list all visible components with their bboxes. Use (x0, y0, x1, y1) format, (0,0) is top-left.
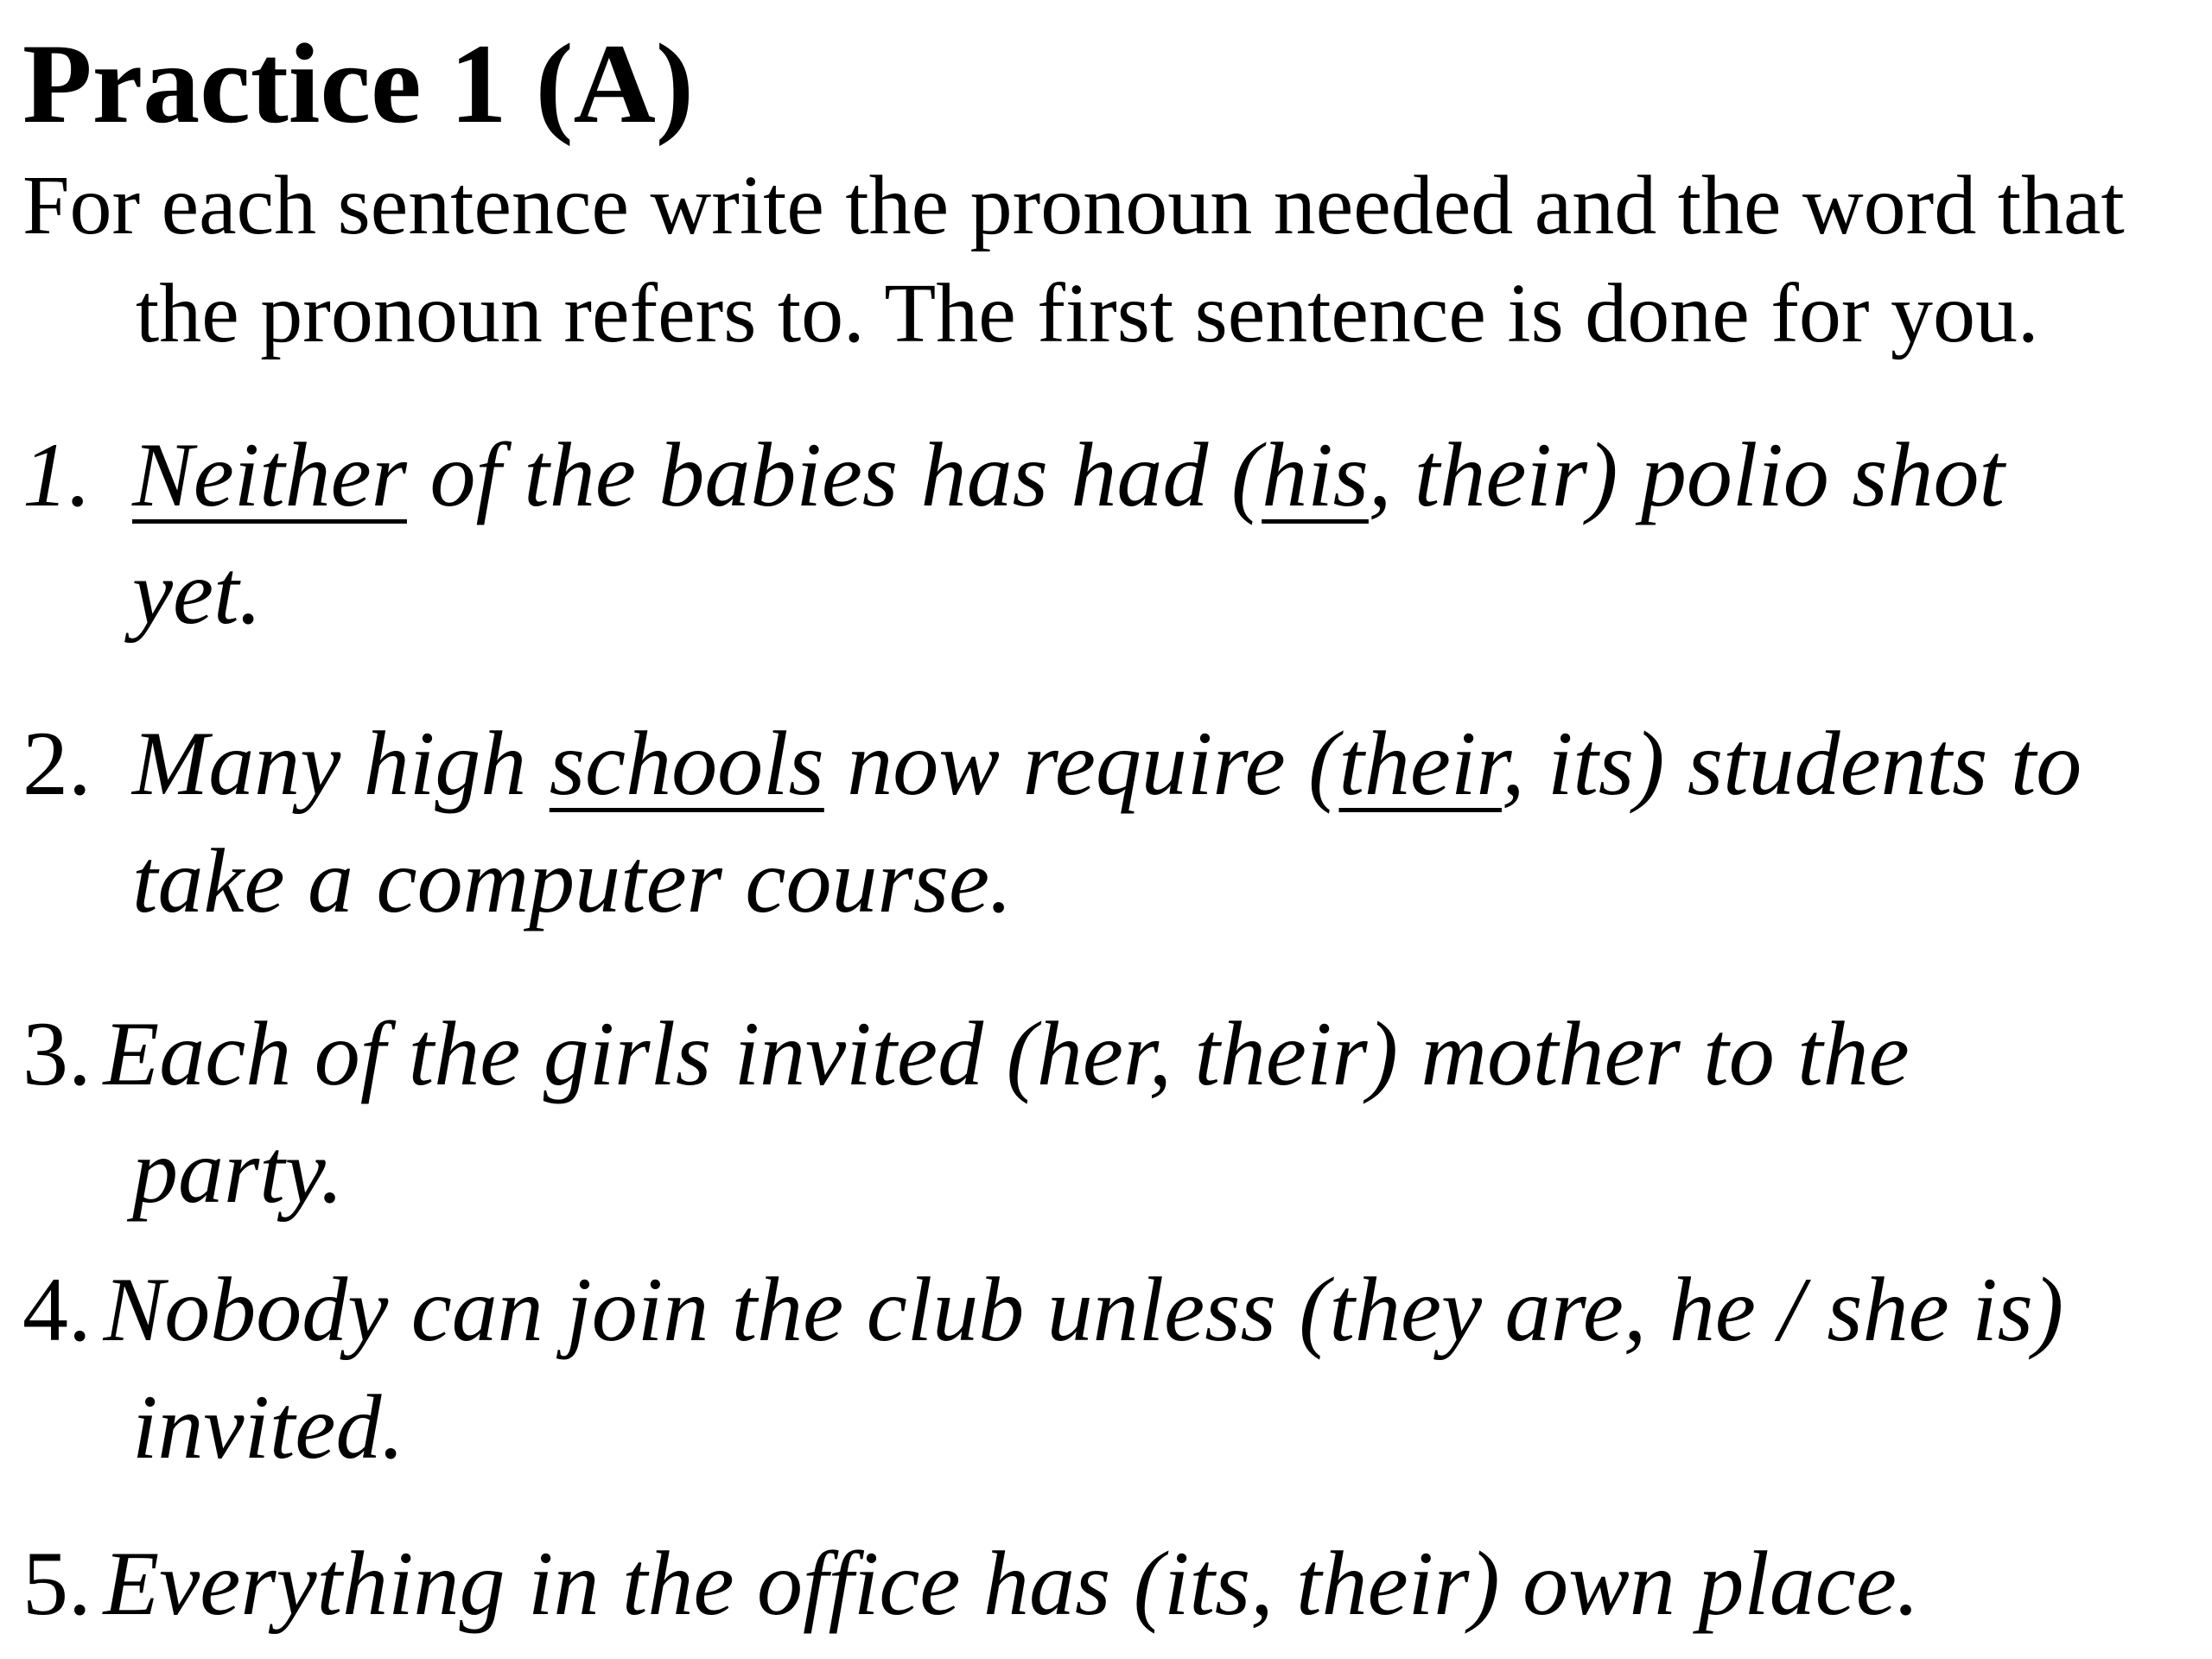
underlined-antecedent: schools (549, 713, 824, 814)
exercise-item-1-line-2 (22, 534, 2212, 652)
exercise-item-1-line-1 (22, 416, 2212, 534)
underlined-antecedent: Neither (132, 424, 407, 525)
sentence-text: party. (132, 1121, 344, 1222)
instructions-line-2: the pronoun refers to. The first sentence is done for you. (136, 267, 2039, 360)
sentence-text: yet. (132, 542, 263, 643)
exercise-item-3 (22, 995, 2212, 1230)
item-number: 5. (22, 1533, 92, 1634)
underlined-pronoun: his (1262, 424, 1369, 525)
item-number: 3. (22, 1003, 92, 1104)
exercise-item-2-line-1 (22, 705, 2212, 823)
sentence-text: , its) students to (1501, 713, 2082, 814)
exercise-item-2-line-2 (22, 823, 2212, 940)
item-number: 1. (22, 424, 92, 525)
instructions (22, 152, 2200, 368)
exercise-item-4-line-1 (22, 1251, 2212, 1369)
exercise-item-1 (22, 416, 2212, 652)
exercise-item-2 (22, 705, 2212, 940)
underlined-pronoun: their (1338, 713, 1502, 814)
exercise-item-5-line-1 (22, 1525, 2212, 1643)
exercise-item-3-line-2 (22, 1113, 2212, 1230)
sentence-text: Everything in the office has (its, their) own place. (103, 1533, 1920, 1634)
exercise-item-4 (22, 1251, 2212, 1486)
sentence-text: invited. (132, 1376, 404, 1478)
sentence-text: , their) polio shot (1368, 424, 2005, 525)
page-title: Practice 1 (A) (22, 20, 694, 147)
exercise-item-4-line-2 (22, 1369, 2212, 1486)
sentence-text: of the babies has had ( (406, 424, 1262, 525)
item-number: 2. (22, 713, 92, 814)
exercise-item-5 (22, 1525, 2212, 1643)
sentence-text: Each of the girls invited (her, their) mother to the (103, 1003, 1910, 1104)
item-number: 4. (22, 1259, 92, 1360)
exercise-item-3-line-1 (22, 995, 2212, 1113)
sentence-text: Nobody can join the club unless (they are, he / she is) (103, 1259, 2064, 1360)
sentence-text: now require ( (823, 713, 1339, 814)
instructions-line-1: For each sentence write the pronoun needed and the word that (22, 159, 2125, 252)
sentence-text: Many high (132, 713, 550, 814)
sentence-text: take a computer course. (132, 830, 1013, 931)
